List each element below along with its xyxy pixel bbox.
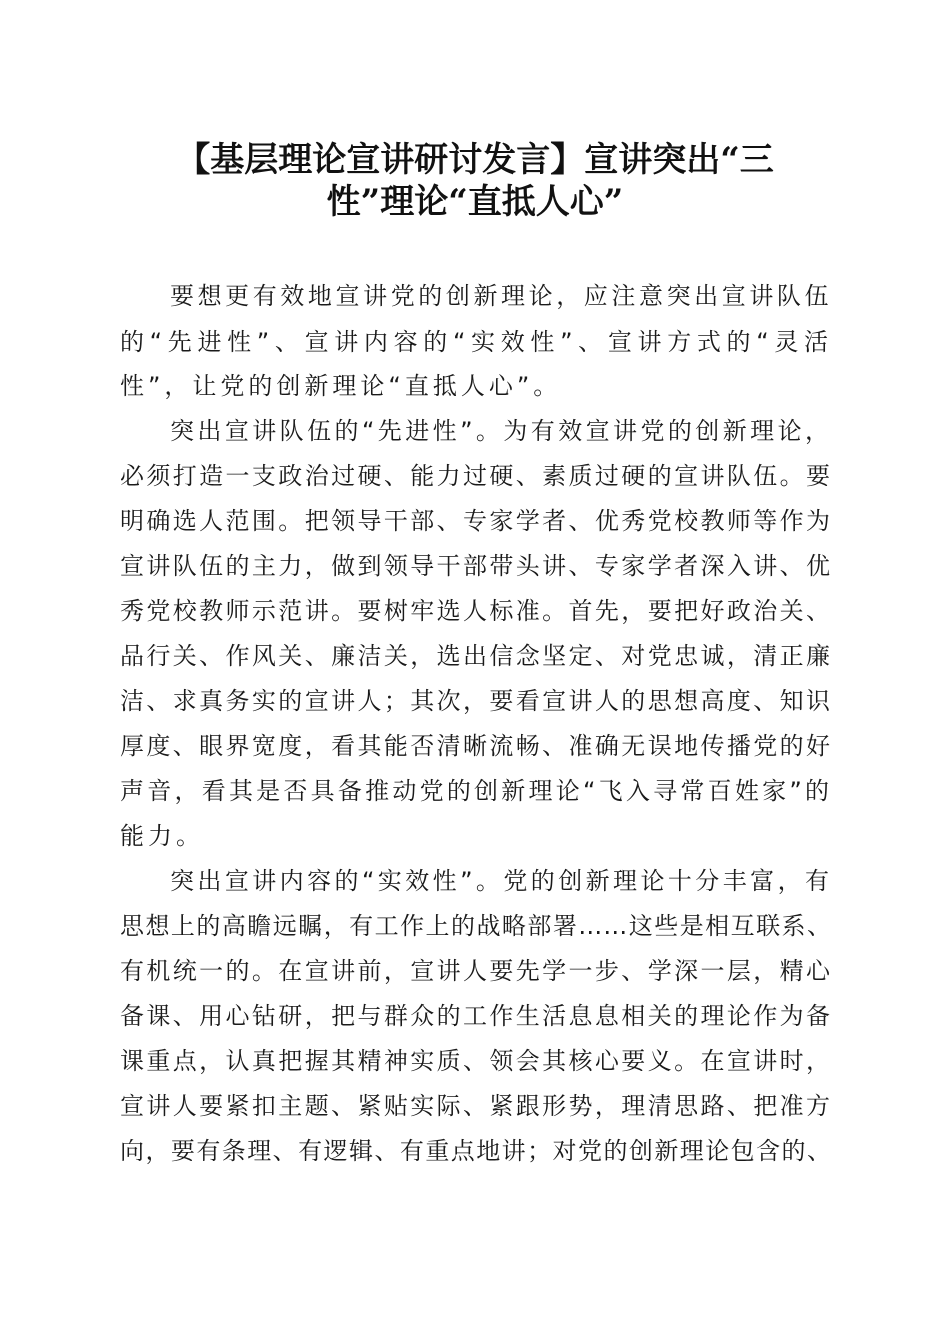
paragraph-3-line-3: 有机统一的。在宣讲前，宣讲人要先学一步、学深一层，精心 (120, 957, 832, 985)
paragraph-2-line-7: 洁、求真务实的宣讲人；其次，要看宣讲人的思想高度、知识 (120, 687, 832, 715)
paragraph-2-line-3: 明确选人范围。把领导干部、专家学者、优秀党校教师等作为 (120, 507, 832, 535)
paragraph-1-line-1: 要想更有效地宣讲党的创新理论，应注意突出宣讲队伍 (170, 282, 832, 310)
paragraph-3-line-1: 突出宣讲内容的“实效性”。党的创新理论十分丰富，有 (170, 867, 832, 895)
paragraph-2-line-4: 宣讲队伍的主力，做到领导干部带头讲、专家学者深入讲、优 (120, 552, 832, 580)
document-title-line-2: 性”理论“直抵人心” (326, 182, 624, 222)
paragraph-2-line-9: 声音，看其是否具备推动党的创新理论“飞入寻常百姓家”的 (120, 777, 832, 805)
paragraph-3-line-2: 思想上的高瞻远瞩，有工作上的战略部署……这些是相互联系、 (120, 912, 832, 940)
paragraph-3-line-5: 课重点，认真把握其精神实质、领会其核心要义。在宣讲时， (120, 1047, 832, 1075)
paragraph-1-line-3: 性”，让党的创新理论“直抵人心”。 (120, 372, 562, 400)
paragraph-2-line-2: 必须打造一支政治过硬、能力过硬、素质过硬的宣讲队伍。要 (120, 462, 832, 490)
paragraph-3-line-7: 向，要有条理、有逻辑、有重点地讲；对党的创新理论包含的、 (120, 1137, 832, 1165)
paragraph-3-line-4: 备课、用心钻研，把与群众的工作生活息息相关的理论作为备 (120, 1002, 832, 1030)
paragraph-3-line-6: 宣讲人要紧扣主题、紧贴实际、紧跟形势，理清思路、把准方 (120, 1092, 832, 1120)
document-title-line-1: 【基层理论宣讲研讨发言】宣讲突出“三 (176, 140, 774, 180)
paragraph-2-line-1: 突出宣讲队伍的“先进性”。为有效宣讲党的创新理论， (170, 417, 832, 445)
paragraph-2-line-5: 秀党校教师示范讲。要树牢选人标准。首先，要把好政治关、 (120, 597, 832, 625)
paragraph-1-line-2: 的“先进性”、宣讲内容的“实效性”、宣讲方式的“灵活 (120, 328, 832, 356)
paragraph-2-line-6: 品行关、作风关、廉洁关，选出信念坚定、对党忠诚，清正廉 (120, 642, 832, 670)
paragraph-2-line-8: 厚度、眼界宽度，看其能否清晰流畅、准确无误地传播党的好 (120, 732, 832, 760)
paragraph-2-line-10: 能力。 (120, 822, 204, 850)
